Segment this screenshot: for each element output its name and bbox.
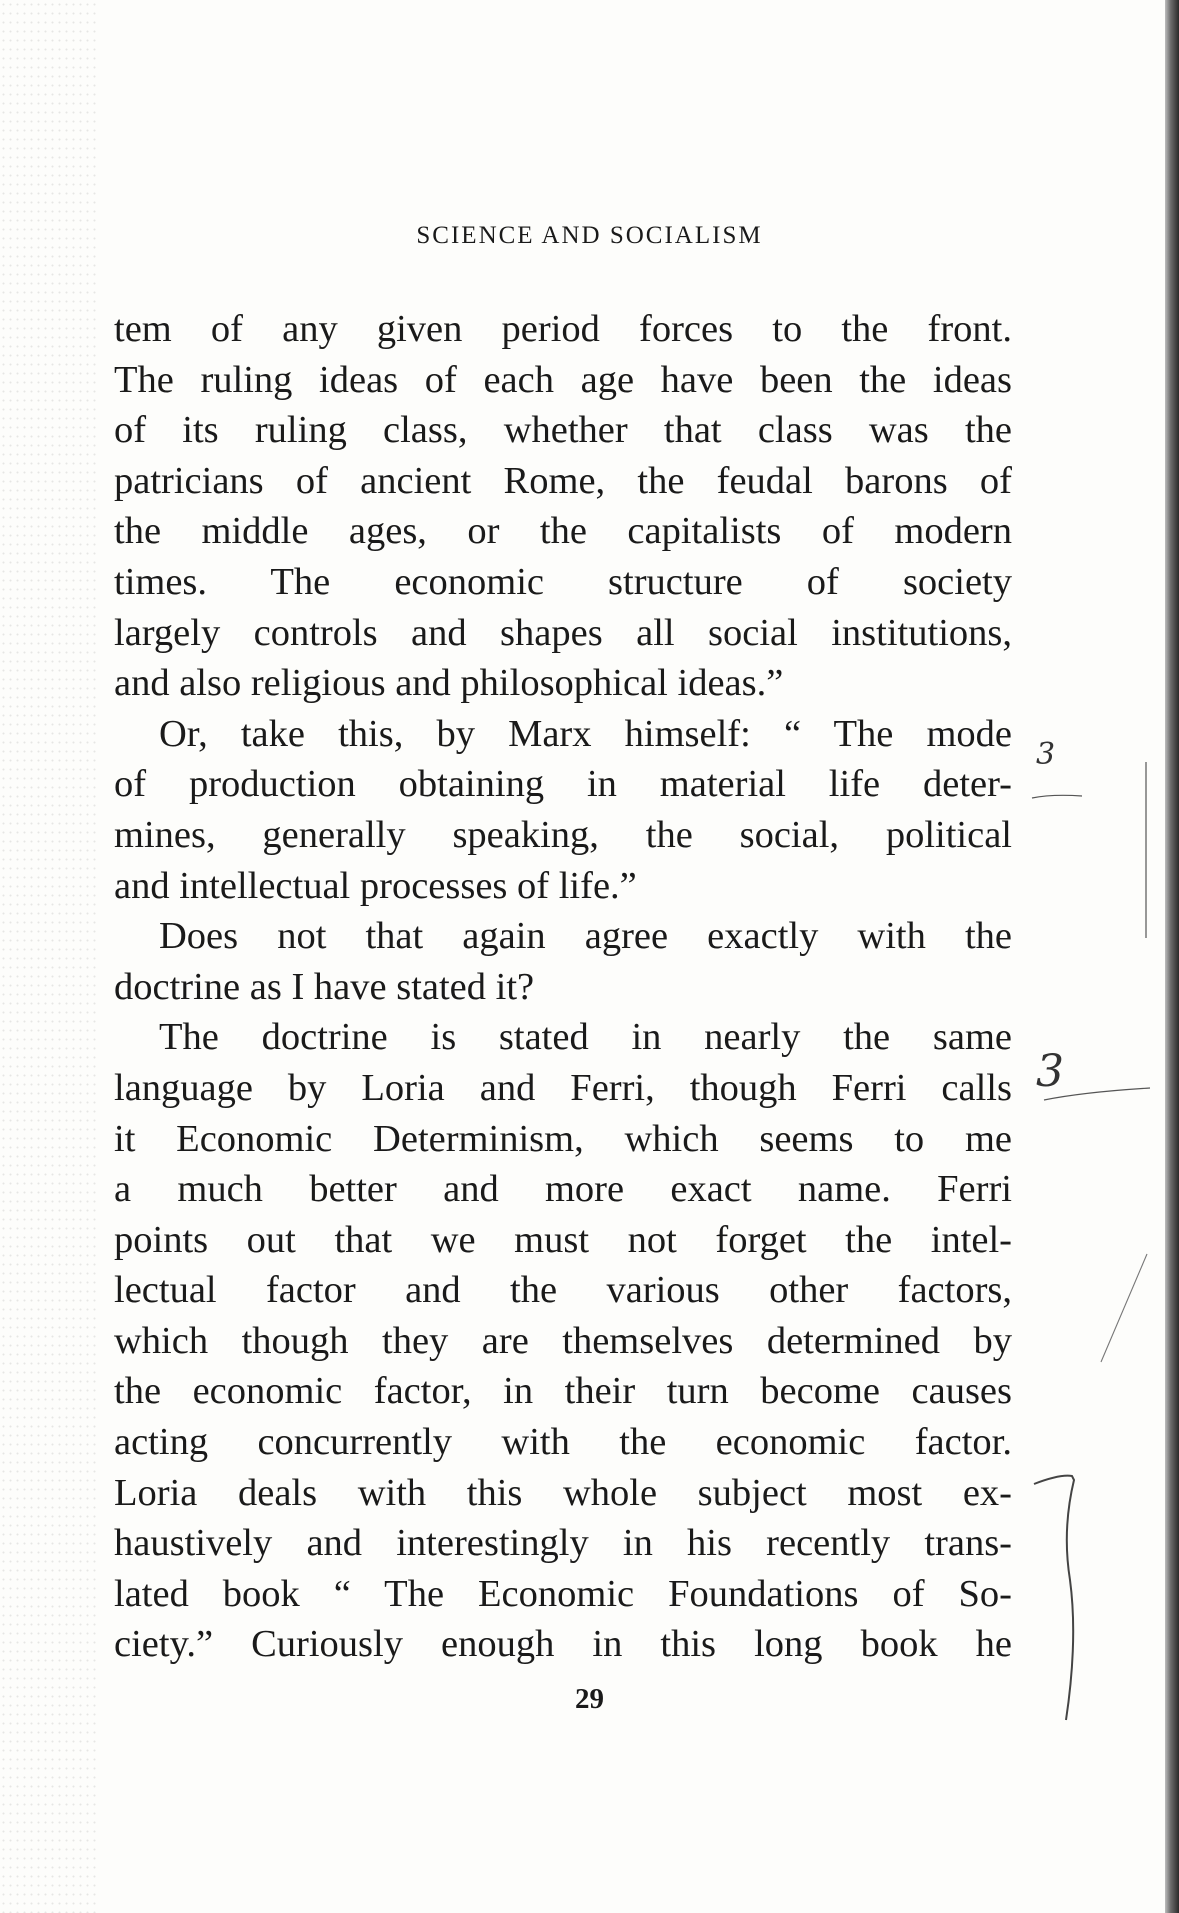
text-line: mines, generally speaking, the social, political	[114, 813, 1012, 856]
text-line: of production obtaining in material life deter-	[114, 763, 1012, 806]
text-line: times. The economic structure of society	[114, 560, 1012, 603]
margin-note-text: 3	[1036, 737, 1056, 772]
text-line: points out that we must not forget the intel-	[114, 1218, 1012, 1261]
margin-note-text: 3	[1036, 1046, 1064, 1097]
page-edge-speckle	[0, 0, 100, 1913]
text-line: lated book “ The Economic Foundations of So-	[114, 1572, 1012, 1615]
text-line: the middle ages, or the capitalists of modern	[114, 510, 1012, 553]
text-line: of its ruling class, whether that class was the	[114, 409, 1012, 452]
text-line: ciety.” Curiously enough in this long book he	[114, 1623, 1012, 1666]
running-head: SCIENCE AND SOCIALISM	[416, 222, 763, 249]
text-line: Loria deals with this whole subject most ex-	[114, 1471, 1012, 1514]
text-line: it Economic Determinism, which seems to me	[114, 1117, 1012, 1160]
text-line: largely controls and shapes all social institutions,	[114, 611, 1012, 654]
body-text	[114, 304, 1012, 1670]
text-line: and intellectual processes of life.”	[114, 864, 637, 907]
page-number: 29	[575, 1683, 604, 1715]
text-line: patricians of ancient Rome, the feudal barons of	[114, 459, 1012, 502]
text-line: language by Loria and Ferri, though Ferri calls	[114, 1066, 1012, 1109]
margin-line-mark	[1140, 760, 1152, 940]
scan-edge-shadow	[1165, 0, 1179, 1913]
margin-note-3-first	[1030, 722, 1090, 802]
margin-note-3-second	[1014, 1036, 1154, 1146]
text-line: and also religious and philosophical ideas.”	[114, 662, 784, 705]
text-line: lectual factor and the various other factors,	[114, 1269, 1012, 1312]
text-line: the economic factor, in their turn become causes	[114, 1370, 1012, 1413]
text-line: a much better and more exact name. Ferri	[114, 1168, 1012, 1211]
margin-slash-mark	[1095, 1250, 1155, 1370]
text-line: The ruling ideas of each age have been the ideas	[114, 358, 1012, 401]
text-line: doctrine as I have stated it?	[114, 965, 535, 1008]
text-line: Or, take this, by Marx himself: “ The mode	[159, 712, 1012, 755]
text-line: haustively and interestingly in his recently trans-	[114, 1522, 1012, 1565]
text-line: acting concurrently with the economic factor.	[114, 1421, 1012, 1464]
text-line: which though they are themselves determined by	[114, 1319, 1012, 1362]
text-line: The doctrine is stated in nearly the same	[159, 1016, 1012, 1059]
text-line: tem of any given period forces to the front.	[114, 308, 1012, 350]
text-line: Does not that again agree exactly with the	[159, 915, 1012, 958]
